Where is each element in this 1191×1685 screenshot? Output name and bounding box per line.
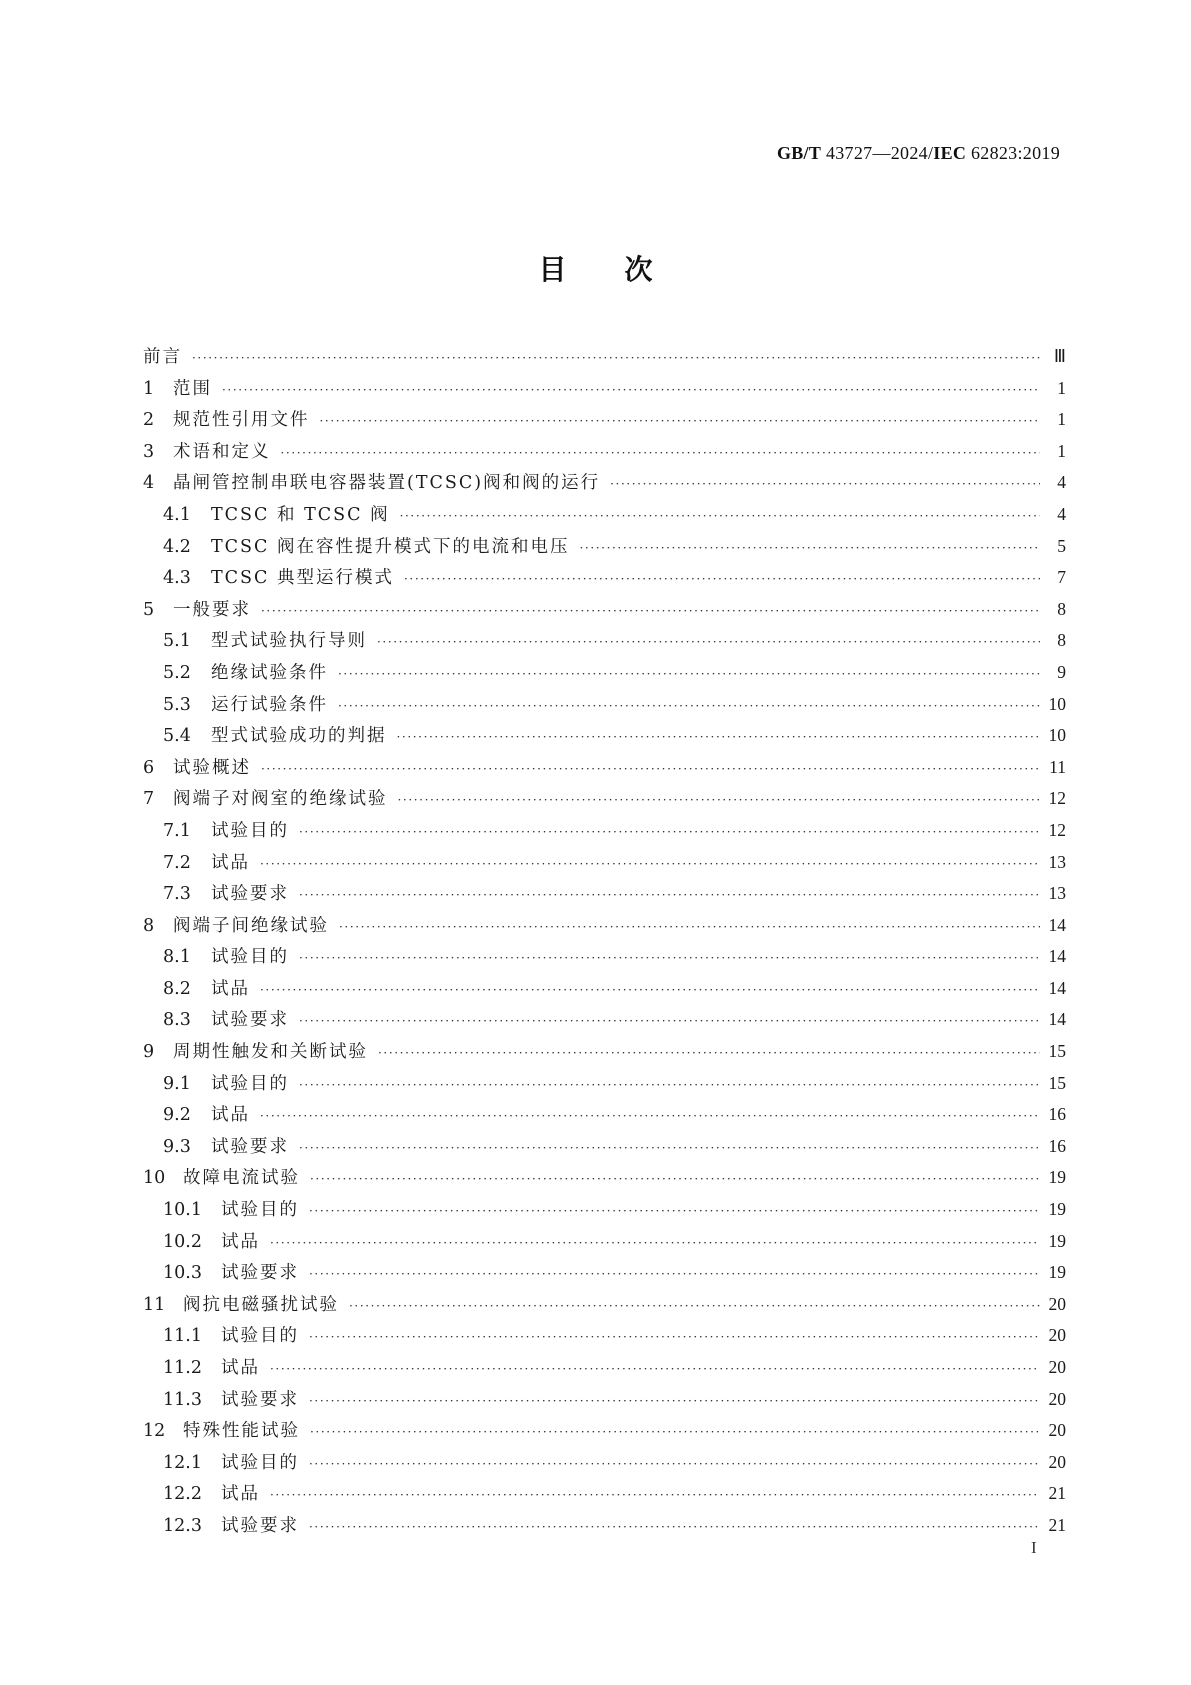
toc-entry-page: 20 [1048,1293,1066,1314]
toc-entry-title: 试验目的 [211,1073,289,1094]
table-of-contents [143,343,1066,1544]
toc-leader-dots [299,1078,1040,1092]
toc-entry-title: 型式试验执行导则 [211,631,367,652]
toc-entry-page: 4 [1057,472,1066,493]
toc-entry-page: 16 [1048,1104,1066,1125]
toc-leader-dots [309,1394,1040,1408]
toc-leader-dots [397,730,1041,744]
iec-prefix: IEC [933,143,967,163]
toc-entry-number: 7.1 [163,820,191,841]
toc-entry-number: 10.2 [163,1231,202,1252]
toc-entry[interactable] [143,1322,1066,1354]
toc-entry[interactable] [143,722,1066,754]
toc-entry-page: 5 [1057,535,1066,556]
toc-entry-page: 20 [1048,1325,1066,1346]
toc-entry-page: 21 [1048,1514,1066,1535]
toc-entry-page: 20 [1048,1451,1066,1472]
toc-leader-dots [309,1330,1040,1344]
toc-leader-dots [309,1520,1040,1534]
toc-leader-dots [260,983,1040,997]
toc-entry-title: 试验概述 [173,757,251,778]
toc-entry-title: 阀抗电磁骚扰试验 [183,1294,339,1315]
toc-entry-title: 试验目的 [221,1326,299,1347]
toc-entry[interactable] [143,1291,1066,1323]
toc-entry-title: 型式试验成功的判据 [211,726,387,747]
toc-leader-dots [299,1141,1040,1155]
toc-entry-page: 8 [1057,630,1066,651]
toc-entry-page: 10 [1048,693,1066,714]
toc-entry-title: 术语和定义 [173,441,271,462]
toc-entry-number: 4.3 [163,568,191,589]
toc-entry-number: 11.2 [163,1358,202,1378]
toc-leader-dots [192,351,1040,365]
toc-leader-dots [580,541,1040,555]
standard-number: 43727—2024/ [821,143,934,163]
toc-entry[interactable] [143,1038,1066,1070]
toc-entry-page: 12 [1048,819,1066,840]
standard-number-header [777,143,1060,164]
toc-entry-page: 19 [1048,1167,1066,1188]
toc-entry-page: 11 [1049,756,1066,777]
toc-entry-title: 试品 [211,852,250,873]
toc-entry-title: 特殊性能试验 [183,1421,300,1442]
toc-entry[interactable] [143,1101,1066,1133]
iec-number: 62823:2019 [966,143,1060,163]
toc-leader-dots [338,667,1040,681]
toc-entry[interactable] [143,343,1066,375]
toc-entry-number: 10.3 [163,1263,202,1284]
toc-entry-page: 1 [1057,377,1066,398]
toc-entry-title: 试验要求 [221,1263,299,1284]
toc-entry-page: 14 [1048,977,1066,998]
toc-entry-page: 19 [1048,1230,1066,1251]
toc-entry-title: 前言 [143,347,182,367]
toc-leader-dots [310,1425,1040,1439]
toc-entry-page: Ⅲ [1053,346,1066,366]
toc-entry[interactable] [143,943,1066,975]
toc-entry-page: 14 [1048,946,1066,967]
toc-entry-title: 试验要求 [211,884,289,905]
toc-entry-page: 4 [1057,503,1066,524]
toc-leader-dots [309,1267,1040,1281]
toc-entry-number: 4.2 [163,536,191,557]
toc-entry-title: 范围 [173,378,212,399]
toc-entry[interactable] [143,1070,1066,1102]
standard-prefix: GB/T [776,143,822,163]
toc-leader-dots [270,1488,1040,1502]
toc-leader-dots [309,1457,1040,1471]
toc-entry-number: 2 [143,410,155,431]
toc-entry-title: 运行试验条件 [211,694,328,715]
toc-entry-number: 5.3 [163,694,191,715]
toc-entry-title: 阀端子对阀室的绝缘试验 [173,789,388,810]
toc-entry-number: 4.1 [163,504,191,525]
toc-leader-dots [398,793,1041,807]
toc-entry-page: 13 [1048,883,1066,904]
toc-leader-dots [270,1362,1040,1376]
toc-leader-dots [349,1299,1040,1313]
toc-entry-number: 5.1 [163,631,191,652]
toc-entry-title: TCSC 阀在容性提升模式下的电流和电压 [211,536,570,557]
toc-entry[interactable] [143,438,1066,470]
toc-leader-dots [338,699,1040,713]
toc-entry-title: 试验目的 [211,947,289,968]
toc-leader-dots [261,762,1040,776]
toc-leader-dots [309,1204,1040,1218]
toc-entry-page: 14 [1048,914,1066,935]
toc-leader-dots [270,1236,1040,1250]
toc-entry[interactable] [143,912,1066,944]
toc-entry-title: 阀端子间绝缘试验 [173,915,329,936]
toc-entry-title: 试验目的 [221,1452,299,1473]
toc-entry-title: 试品 [221,1358,260,1378]
toc-entry-page: 19 [1048,1262,1066,1283]
toc-entry[interactable] [143,849,1066,881]
toc-entry-number: 11.3 [163,1389,202,1410]
toc-entry-number: 7 [143,789,155,810]
toc-entry-number: 1 [143,378,155,399]
toc-entry[interactable] [143,1512,1066,1544]
toc-entry-title: 晶闸管控制串联电容器装置(TCSC)阀和阀的运行 [173,473,601,494]
toc-entry-title: TCSC 典型运行模式 [211,568,395,589]
toc-leader-dots [400,509,1040,523]
toc-entry-title: 一般要求 [173,599,251,620]
toc-entry[interactable] [143,1196,1066,1228]
toc-leader-dots [299,951,1040,965]
toc-entry-number: 12.1 [163,1452,202,1473]
toc-entry-title: 绝缘试验条件 [211,662,328,683]
toc-entry[interactable] [143,1417,1066,1449]
toc-entry-page: 1 [1057,440,1066,461]
toc-entry[interactable] [143,1386,1066,1418]
toc-entry-page: 15 [1048,1072,1066,1093]
toc-entry-page: 20 [1048,1420,1066,1441]
toc-entry-number: 12 [143,1421,166,1442]
toc-entry-page: 15 [1048,1041,1066,1062]
toc-entry[interactable] [143,754,1066,786]
toc-entry[interactable] [143,691,1066,723]
toc-entry[interactable] [143,375,1066,407]
toc-entry-page: 20 [1048,1388,1066,1409]
toc-leader-dots [404,572,1040,586]
toc-entry-number: 4 [143,473,155,494]
toc-leader-dots [260,1109,1040,1123]
toc-entry[interactable] [143,785,1066,817]
toc-entry-title: 故障电流试验 [183,1168,300,1189]
toc-entry[interactable] [143,1133,1066,1165]
toc-entry-page: 9 [1057,661,1066,682]
toc-entry-number: 12.3 [163,1515,202,1536]
toc-entry[interactable] [143,659,1066,691]
toc-entry[interactable] [143,533,1066,565]
toc-entry[interactable] [143,1259,1066,1291]
toc-entry-title: 周期性触发和关断试验 [173,1042,368,1063]
toc-entry-title: 试验要求 [211,1010,289,1031]
toc-entry-page: 1 [1057,409,1066,430]
toc-entry-number: 8.1 [163,947,191,968]
toc-leader-dots [299,1014,1040,1028]
toc-entry-page: 21 [1048,1483,1066,1504]
toc-entry[interactable] [143,469,1066,501]
toc-leader-dots [261,604,1040,618]
toc-entry-number: 8.2 [163,978,191,999]
toc-entry[interactable] [143,1354,1066,1386]
toc-entry-number: 8 [143,915,155,936]
toc-leader-dots [260,857,1040,871]
toc-entry[interactable] [143,596,1066,628]
toc-entry-title: 规范性引用文件 [173,410,310,431]
toc-leader-dots [281,446,1041,460]
toc-entry-number: 11 [143,1294,166,1315]
toc-entry[interactable] [143,1480,1066,1512]
toc-entry-number: 7.3 [163,884,191,905]
toc-entry[interactable] [143,1164,1066,1196]
toc-entry-number: 5.4 [163,726,191,747]
toc-entry-number: 5 [143,599,155,620]
toc-entry-number: 7.2 [163,852,191,873]
toc-entry-number: 9.2 [163,1105,191,1126]
toc-entry-number: 9 [143,1042,155,1063]
toc-entry-page: 20 [1048,1357,1066,1377]
toc-entry-title: 试品 [211,978,250,999]
toc-entry-page: 13 [1048,851,1066,872]
toc-leader-dots [377,635,1040,649]
toc-entry-page: 19 [1048,1199,1066,1220]
toc-entry-number: 6 [143,757,155,778]
toc-entry-title: 试验要求 [221,1515,299,1536]
toc-leader-dots [610,477,1040,491]
toc-entry[interactable] [143,1449,1066,1481]
toc-entry-number: 10 [143,1168,166,1189]
toc-leader-dots [339,920,1040,934]
toc-entry[interactable] [143,880,1066,912]
toc-entry-number: 9.3 [163,1136,191,1157]
toc-entry-page: 16 [1048,1135,1066,1156]
toc-entry-title: 试品 [211,1105,250,1126]
toc-entry-number: 8.3 [163,1010,191,1031]
page-title: 目次 [538,253,711,286]
toc-leader-dots [310,1172,1040,1186]
toc-leader-dots [320,414,1041,428]
toc-leader-dots [378,1046,1040,1060]
toc-leader-dots [222,383,1040,397]
toc-entry-page: 7 [1057,567,1066,588]
toc-entry-number: 9.1 [163,1073,191,1094]
toc-entry-title: 试品 [221,1231,260,1252]
toc-entry-number: 5.2 [163,662,191,683]
toc-entry-title: TCSC 和 TCSC 阀 [211,504,390,525]
toc-leader-dots [299,888,1040,902]
toc-entry[interactable] [143,817,1066,849]
toc-leader-dots [299,825,1040,839]
toc-entry-number: 12.2 [163,1484,202,1505]
toc-entry[interactable] [143,1006,1066,1038]
toc-entry-page: 10 [1048,725,1066,746]
toc-entry-title: 试验要求 [221,1389,299,1410]
toc-entry[interactable] [143,627,1066,659]
page-number: I [1031,1538,1037,1557]
toc-entry-page: 12 [1048,788,1066,809]
toc-entry-number: 11.1 [163,1326,202,1347]
toc-entry-title: 试品 [221,1484,260,1505]
toc-entry-title: 试验目的 [211,820,289,841]
toc-entry[interactable] [143,406,1066,438]
toc-entry-title: 试验要求 [211,1136,289,1157]
toc-entry[interactable] [143,501,1066,533]
toc-entry[interactable] [143,564,1066,596]
toc-entry-page: 14 [1048,1009,1066,1030]
toc-entry-number: 3 [143,441,155,462]
toc-entry-number: 10.1 [163,1200,202,1221]
toc-entry[interactable] [143,975,1066,1007]
toc-entry-title: 试验目的 [221,1200,299,1221]
toc-entry[interactable] [143,1228,1066,1260]
toc-entry-page: 8 [1057,598,1066,619]
